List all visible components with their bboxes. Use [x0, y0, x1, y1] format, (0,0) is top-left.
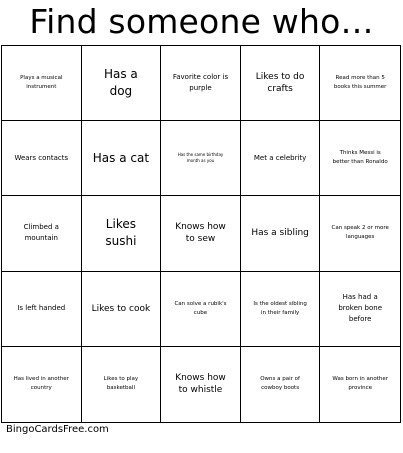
bingo-cell[interactable] — [161, 272, 241, 347]
bingo-cell[interactable] — [82, 196, 162, 271]
bingo-cell[interactable] — [161, 196, 241, 271]
cell-text: Has lived in another country — [13, 376, 69, 392]
cell-text: Climbed a mountain — [23, 223, 59, 243]
bingo-grid — [1, 45, 401, 423]
bingo-cell[interactable] — [82, 46, 162, 121]
bingo-cell[interactable] — [320, 196, 400, 271]
cell-text: Can speak 2 or more languages — [331, 225, 389, 241]
cell-text: Likes to cook — [91, 303, 151, 314]
bingo-cell[interactable] — [2, 347, 82, 422]
cell-text: Likes to play basketball — [103, 376, 139, 392]
cell-text: Has a sibling — [251, 228, 309, 239]
cell-text: Has had a broken bone before — [338, 293, 383, 324]
bingo-cell[interactable] — [241, 196, 321, 271]
bingo-cell[interactable] — [320, 347, 400, 422]
cell-text: Wears contacts — [14, 153, 69, 162]
cell-text: Has a dog — [103, 67, 138, 99]
cell-text: Thinks Messi is better than Ronaldo — [332, 150, 388, 166]
bingo-cell[interactable] — [161, 121, 241, 196]
bingo-cell[interactable] — [320, 121, 400, 196]
card-title: Find someone who… — [29, 2, 374, 41]
cell-text: Met a celebrity — [253, 153, 307, 162]
bingo-cell[interactable] — [161, 347, 241, 422]
bingo-cell[interactable] — [241, 272, 321, 347]
bingo-cell[interactable] — [2, 196, 82, 271]
cell-text: Read more than 5 books this summer — [333, 75, 387, 91]
cell-text: Has a cat — [92, 150, 150, 165]
cell-text: Plays a musical instrument — [20, 75, 63, 91]
cell-text: Is the oldest sibling in their family — [253, 300, 307, 316]
bingo-cell[interactable] — [82, 121, 162, 196]
bingo-cell[interactable] — [82, 347, 162, 422]
cell-text: Likes sushi — [105, 217, 137, 249]
bingo-cell[interactable] — [320, 272, 400, 347]
cell-text: Knows how to sew — [175, 222, 226, 245]
bingo-cell[interactable] — [2, 46, 82, 121]
bingo-cell[interactable] — [2, 272, 82, 347]
cell-text: Likes to do crafts — [255, 72, 305, 95]
cell-text: Owns a pair of cowboy boots — [260, 376, 300, 392]
bingo-cell[interactable] — [161, 46, 241, 121]
cell-text: Favorite color is purple — [172, 73, 229, 93]
cell-text: Has the same birthday month as you — [177, 152, 224, 164]
cell-text: Knows how to whistle — [175, 373, 226, 396]
site-credit: BingoCardsFree.com — [6, 424, 109, 435]
cell-text: Was born in another province — [332, 376, 388, 392]
cell-text: Can solve a rubik's cube — [174, 300, 227, 316]
bingo-cell[interactable] — [241, 121, 321, 196]
cell-text: Is left handed — [17, 304, 66, 313]
bingo-cell[interactable] — [2, 121, 82, 196]
bingo-cell[interactable] — [241, 46, 321, 121]
bingo-cell[interactable] — [320, 46, 400, 121]
bingo-cell[interactable] — [241, 347, 321, 422]
bingo-cell[interactable] — [82, 272, 162, 347]
